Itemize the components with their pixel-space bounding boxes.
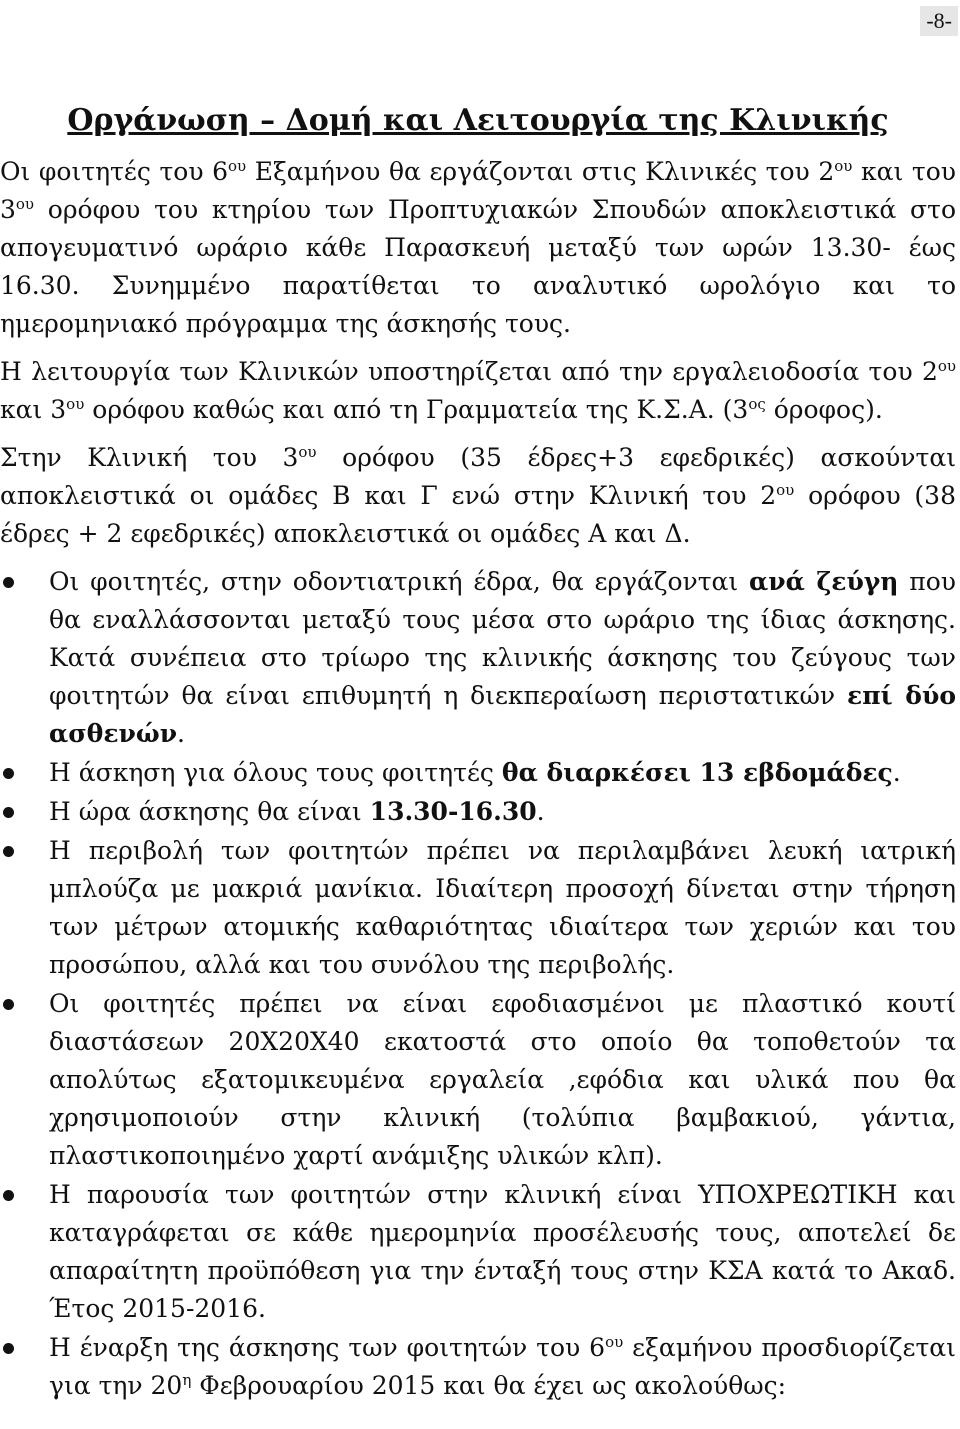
- text: ορόφου (35 έδρες+3 εφεδρικές) ασκούνται αποκλειστικά οι ομάδες Β και Γ ενώ στην Κλινική του 2: [0, 443, 957, 510]
- bold-text: 13.30-16.30: [369, 797, 537, 826]
- superscript: ου: [834, 157, 853, 175]
- bullet-icon: [3, 577, 14, 588]
- text: .: [177, 719, 185, 748]
- superscript: ου: [298, 443, 317, 461]
- paragraph-support: [0, 353, 956, 429]
- text: Εξαμήνου θα εργάζονται στις Κλινικές του 2: [246, 157, 835, 186]
- text: .: [536, 797, 545, 826]
- superscript: ου: [776, 481, 795, 499]
- bullet-icon: [3, 807, 14, 818]
- text: .: [892, 758, 901, 787]
- superscript: ος: [748, 395, 766, 413]
- paragraph-groups: [0, 439, 956, 553]
- text: Η παρουσία των φοιτητών στην κλινική είναι ΥΠΟΧΡΕΩΤΙΚΗ και καταγράφεται σε κάθε ημερομηνία προσέλευσής τους, αποτελεί δε απαραίτητη προϋπόθεση για την ένταξή τους στην ΚΣΑ κατά το Ακαδ. Έτος 2015-2016.: [49, 1180, 956, 1323]
- paragraph-schedule: [0, 153, 956, 343]
- list-item: [0, 793, 956, 831]
- page-number: -8-: [920, 6, 958, 36]
- text: Η ώρα άσκησης θα είναι: [49, 797, 370, 826]
- text: ορόφου του κτηρίου των Προπτυχιακών Σπουδών αποκλειστικά στο απογευματινό ωράριο κάθε Παρασκευή μεταξύ των ωρών 13.30- έως 16.30. Συνημμένο παρατίθεται το αναλυτικό ωρολόγιο και το ημερομηνιακό πρόγραμμα της άσκησής τους.: [0, 195, 956, 338]
- page-title: Οργάνωση – Δομή και Λειτουργία της Κλινικής: [67, 103, 889, 138]
- text: Η έναρξη της άσκησης των φοιτητών του 6: [49, 1333, 606, 1362]
- text: Οι φοιτητές πρέπει να είναι εφοδιασμένοι με πλαστικό κουτί διαστάσεων 20Χ20Χ40 εκατοστά στο οποίο θα τοποθετούν τα απολύτως εξατομικευμένα εργαλεία ,εφόδια και υλικά που θα χρησιμοποιούν στην κλινική (τολύπια βαμβακιού, γάντια, πλαστικοποιημένο χαρτί ανάμιξης υλικών κλπ).: [49, 989, 956, 1170]
- list-item: [0, 754, 956, 792]
- text: Η περιβολή των φοιτητών πρέπει να περιλαμβάνει λευκή ιατρική μπλούζα με μακριά μανίκια. Ιδιαίτερη προσοχή δίνεται στην τήρηση των μέτρων ατομικής καθαριότητας ιδιαίτερα των χεριών και του προσώπου, αλλά και του συνόλου της περιβολής.: [49, 836, 956, 979]
- text: εξαμήνου προσδιορίζεται για την 20: [49, 1333, 956, 1400]
- superscript: ου: [228, 157, 247, 175]
- bullet-icon: [3, 1343, 14, 1354]
- list-item: [0, 563, 956, 753]
- superscript: ου: [15, 195, 35, 213]
- text: και του 3: [0, 157, 956, 224]
- text: που θα εναλλάσσονται μεταξύ τους μέσα στο ωράριο της ίδιας άσκησης. Κατά συνέπεια στο τρίωρο της κλινικής άσκησης του ζεύγους των φοιτητών θα είναι επιθυμητή η διεκπεραίωση περιστατικών: [49, 567, 956, 710]
- text: ορόφου (38 έδρες + 2 εφεδρικές) αποκλειστικά οι ομάδες Α και Δ.: [0, 481, 956, 548]
- bullet-icon: [3, 1190, 14, 1201]
- superscript: η: [182, 1371, 192, 1389]
- text: όροφος).: [765, 395, 883, 424]
- superscript: ου: [937, 357, 956, 375]
- text: Η λειτουργία των Κλινικών υποστηρίζεται από την εργαλειοδοσία του 2: [0, 357, 938, 386]
- rules-list: [0, 563, 956, 1405]
- bullet-icon: [3, 846, 14, 857]
- list-item: [0, 985, 956, 1175]
- text: Στην Κλινική του 3: [0, 443, 299, 472]
- list-item: [0, 1176, 956, 1328]
- text: Η άσκηση για όλους τους φοιτητές: [49, 758, 502, 787]
- text: Οι φοιτητές του 6: [0, 157, 229, 186]
- superscript: ου: [66, 395, 85, 413]
- bold-text: θα διαρκέσει 13 εβδομάδες: [501, 758, 893, 787]
- list-item: [0, 832, 956, 984]
- document-body: [0, 97, 956, 1406]
- text: Φεβρουαρίου 2015 και θα έχει ως ακολούθως:: [191, 1371, 787, 1400]
- text: και 3: [0, 395, 67, 424]
- bold-text: ανά ζεύγη: [749, 567, 899, 596]
- bullet-icon: [3, 768, 14, 779]
- bullet-icon: [3, 999, 14, 1010]
- text: ορόφου καθώς και από τη Γραμματεία της Κ.Σ.Α. (3: [84, 395, 749, 424]
- bold-text: επί δύο ασθενών: [49, 681, 956, 748]
- text: Οι φοιτητές, στην οδοντιατρική έδρα, θα εργάζονται: [49, 567, 750, 596]
- superscript: ου: [605, 1333, 624, 1351]
- list-item: [0, 1329, 956, 1405]
